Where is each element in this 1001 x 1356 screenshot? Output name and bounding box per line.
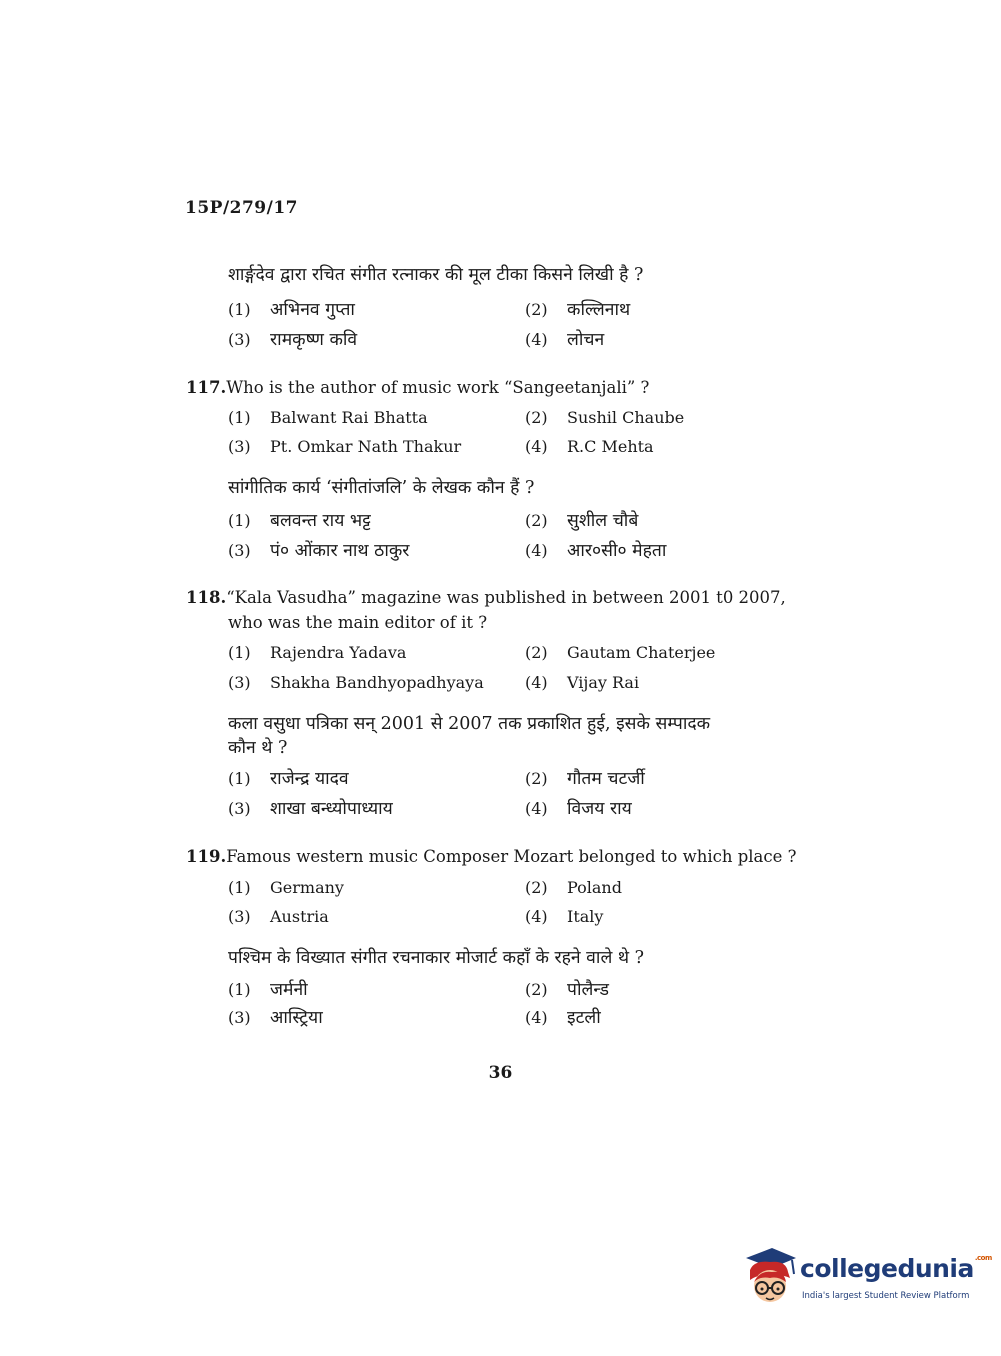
q117-hindi-option-1	[228, 508, 371, 532]
option-number: (3)	[228, 799, 251, 818]
option-text: R.C Mehta	[567, 437, 654, 456]
option-number: (1)	[228, 511, 251, 530]
option-text: Vijay Rai	[567, 673, 640, 692]
q117-hindi-option-4	[525, 538, 666, 562]
option-number: (4)	[525, 437, 548, 456]
option-number: (3)	[228, 541, 251, 560]
q119-hindi-option-4	[525, 1005, 601, 1029]
brand-tagline: India's largest Student Review Platform	[802, 1291, 970, 1301]
option-number: (2)	[525, 300, 548, 319]
q118-option-4	[525, 673, 639, 692]
option-text: गौतम चटर्जी	[567, 769, 645, 789]
option-number: (1)	[228, 878, 251, 897]
q119-question	[186, 847, 797, 866]
paper-code: 15P/279/17	[185, 198, 299, 218]
q119-hindi-question: पश्चिम के विख्यात संगीत रचनाकार मोजार्ट कहाँ के रहने वाले थे ?	[228, 948, 645, 968]
option-number: (1)	[228, 300, 251, 319]
option-number: (3)	[228, 1008, 251, 1027]
option-number: (1)	[228, 408, 251, 427]
option-number: (1)	[228, 643, 251, 662]
q117-option-3	[228, 437, 461, 456]
option-number: (2)	[525, 643, 548, 662]
option-number: (2)	[525, 408, 548, 427]
question-text: Who is the author of music work “Sangeetanjali” ?	[226, 378, 650, 397]
q117-option-4	[525, 437, 654, 456]
option-number: (2)	[525, 980, 548, 999]
q118-hindi-option-4	[525, 796, 632, 820]
question-number: 119.	[186, 847, 227, 866]
q117-option-1	[228, 408, 428, 427]
q119-option-1	[228, 878, 344, 897]
student-mascot-icon	[742, 1248, 798, 1314]
q117-hindi-question: सांगीतिक कार्य ‘संगीतांजलि’ के लेखक कौन हैं ?	[228, 478, 535, 498]
option-text: Austria	[270, 907, 329, 926]
option-number: (3)	[228, 437, 251, 456]
option-text: विजय राय	[567, 799, 632, 819]
option-number: (3)	[228, 673, 251, 692]
option-number: (4)	[525, 907, 548, 926]
option-text: शाखा बन्ध्योपाध्याय	[270, 799, 393, 819]
option-text: पोलैन्ड	[567, 980, 609, 1000]
brand-name	[800, 1254, 992, 1283]
question-number: 118.	[186, 588, 227, 607]
q116-hindi-option-1	[228, 297, 355, 321]
collegedunia-logo	[742, 1248, 992, 1314]
option-text: सुशील चौबे	[567, 511, 639, 531]
q117-question	[186, 378, 649, 397]
q118-hindi-question: कला वसुधा पत्रिका सन् 2001 से 2007 तक प्रकाशित हुई, इसके सम्पादक	[228, 714, 711, 734]
option-text: Balwant Rai Bhatta	[270, 408, 428, 427]
page-number: 36	[488, 1063, 513, 1083]
option-number: (2)	[525, 769, 548, 788]
option-text: Germany	[270, 878, 344, 897]
option-text: रामकृष्ण कवि	[270, 330, 358, 350]
option-text: लोचन	[567, 330, 605, 350]
option-text: बलवन्त राय भट्ट	[270, 511, 371, 531]
option-text: आर०सी० मेहता	[567, 541, 667, 561]
q119-option-2	[525, 878, 622, 897]
brand-suffix: .com	[974, 1254, 992, 1262]
option-number: (4)	[525, 330, 548, 349]
q116-hindi-option-2	[525, 297, 630, 321]
q116-hindi-option-3	[228, 327, 357, 351]
option-number: (4)	[525, 673, 548, 692]
option-number: (4)	[525, 541, 548, 560]
option-number: (4)	[525, 1008, 548, 1027]
option-text: अभिनव गुप्ता	[270, 300, 355, 320]
q116-hindi-question: शार्ङ्गदेव द्वारा रचित संगीत रत्नाकर की मूल टीका किसने लिखी है ?	[228, 265, 644, 285]
q119-hindi-option-3	[228, 1005, 323, 1029]
q118-option-2	[525, 643, 715, 662]
brand-text: collegedunia	[800, 1254, 974, 1283]
option-text: कल्लिनाथ	[567, 300, 631, 320]
option-text: Rajendra Yadava	[270, 643, 407, 662]
option-text: Poland	[567, 878, 622, 897]
q117-hindi-option-2	[525, 508, 638, 532]
q118-option-3	[228, 673, 484, 692]
option-text: इटली	[567, 1008, 601, 1028]
q118-question	[186, 588, 786, 607]
option-text: Italy	[567, 907, 604, 926]
q117-hindi-option-3	[228, 538, 409, 562]
option-number: (4)	[525, 799, 548, 818]
option-text: Gautam Chaterjee	[567, 643, 716, 662]
option-number: (1)	[228, 769, 251, 788]
q118-hindi-question-line2: कौन थे ?	[228, 738, 288, 758]
option-number: (1)	[228, 980, 251, 999]
option-text: पं० ओंकार नाथ ठाकुर	[270, 541, 410, 561]
option-text: Pt. Omkar Nath Thakur	[270, 437, 462, 456]
option-text: Shakha Bandhyopadhyaya	[270, 673, 484, 692]
option-text: Sushil Chaube	[567, 408, 685, 427]
q119-option-3	[228, 907, 329, 926]
q118-option-1	[228, 643, 406, 662]
question-number: 117.	[186, 378, 227, 397]
q118-hindi-option-3	[228, 796, 393, 820]
option-number: (3)	[228, 907, 251, 926]
option-number: (2)	[525, 878, 548, 897]
q119-option-4	[525, 907, 603, 926]
question-text: “Kala Vasudha” magazine was published in between 2001 t0 2007,	[226, 588, 786, 607]
q116-hindi-option-4	[525, 327, 604, 351]
q119-hindi-option-2	[525, 977, 609, 1001]
q118-hindi-option-2	[525, 766, 645, 790]
option-text: राजेन्द्र यादव	[270, 769, 349, 789]
option-number: (3)	[228, 330, 251, 349]
q118-hindi-option-1	[228, 766, 349, 790]
q118-question-line2: who was the main editor of it ?	[228, 613, 488, 632]
q119-hindi-option-1	[228, 977, 308, 1001]
question-text: Famous western music Composer Mozart belonged to which place ?	[226, 847, 797, 866]
option-text: जर्मनी	[270, 980, 308, 1000]
option-number: (2)	[525, 511, 548, 530]
option-text: आस्ट्रिया	[270, 1008, 323, 1028]
q117-option-2	[525, 408, 684, 427]
